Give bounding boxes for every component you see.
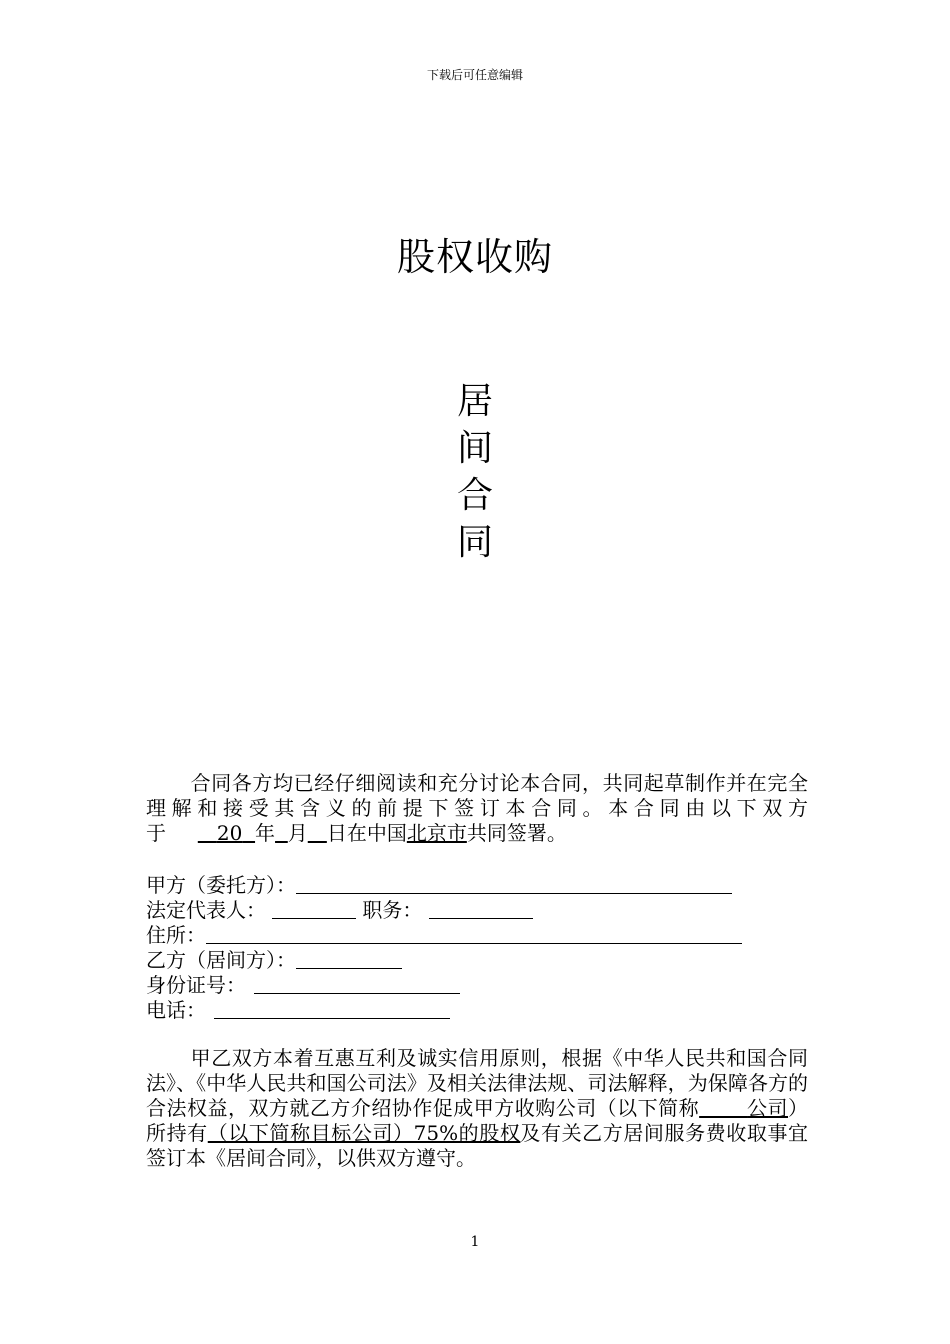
address-input[interactable] [206, 924, 742, 944]
phone-row [146, 998, 742, 1023]
phone-input[interactable] [214, 999, 450, 1019]
day-suffix: 日在中国 [326, 821, 407, 845]
party-a-row [146, 873, 742, 898]
address-label: 住所： [146, 923, 206, 947]
phone-label: 电话： [146, 998, 206, 1022]
party-fields [146, 873, 742, 1023]
document-title: 股权收购 [396, 235, 553, 279]
position-input[interactable] [429, 899, 533, 919]
intro-paragraph [146, 771, 808, 846]
party-b-label: 乙方（居间方）： [146, 948, 296, 972]
day-blank [308, 821, 327, 845]
city-name: 北京市 [406, 821, 467, 845]
id-no-row [146, 973, 742, 998]
intro-tail: 共同签署。 [466, 821, 567, 845]
vertical-title-char: 合 [456, 475, 493, 516]
body-text-3: 及有关乙方居间服务费收取事宜签订本《居间合同》，以供双方遵守。 [146, 1121, 809, 1170]
page-header: 下载后可任意编辑 [426, 68, 523, 82]
intro-text: 合同各方均已经仔细阅读和充分讨论本合同，共同起草制作并在完全理解和接受其含义的前提下签订本合同。本合同由以下双方于 [146, 771, 808, 845]
address-row [146, 923, 742, 948]
equity-target: （以下简称目标公司）75%的股权 [207, 1121, 521, 1145]
body-paragraph [146, 1046, 808, 1171]
vertical-title [0, 378, 950, 566]
legal-rep-row [146, 898, 742, 923]
vertical-title-char: 居 [456, 381, 493, 422]
year-blank: 20 [216, 821, 243, 845]
page-number: 1 [470, 1234, 480, 1250]
party-b-input[interactable] [296, 949, 402, 969]
body-text-1: 甲乙双方本着互惠互利及诚实信用原则，根据《中华人民共和国合同法》、《中华人民共和国公司法》及相关法律法规、司法解释，为保障各方的合法权益，双方就乙方介绍协作促成甲方收购公司（以下简称 [146, 1046, 808, 1120]
legal-rep-input[interactable] [272, 899, 356, 919]
company-name: 公司 [747, 1096, 789, 1120]
party-a-input[interactable] [296, 874, 732, 894]
position-label: 职务： [362, 898, 423, 922]
vertical-title-char: 间 [456, 428, 493, 469]
party-a-label: 甲方（委托方）： [146, 873, 296, 897]
month-blank [275, 821, 288, 845]
month-suffix: 月 [287, 821, 308, 845]
id-no-input[interactable] [254, 974, 460, 994]
id-no-label: 身份证号： [146, 973, 246, 997]
party-b-row [146, 948, 742, 973]
body-text-2: ）所持有 [146, 1096, 809, 1145]
year-suffix: 年 [255, 821, 276, 845]
vertical-title-char: 同 [456, 522, 493, 563]
legal-rep-label: 法定代表人： [146, 898, 266, 922]
